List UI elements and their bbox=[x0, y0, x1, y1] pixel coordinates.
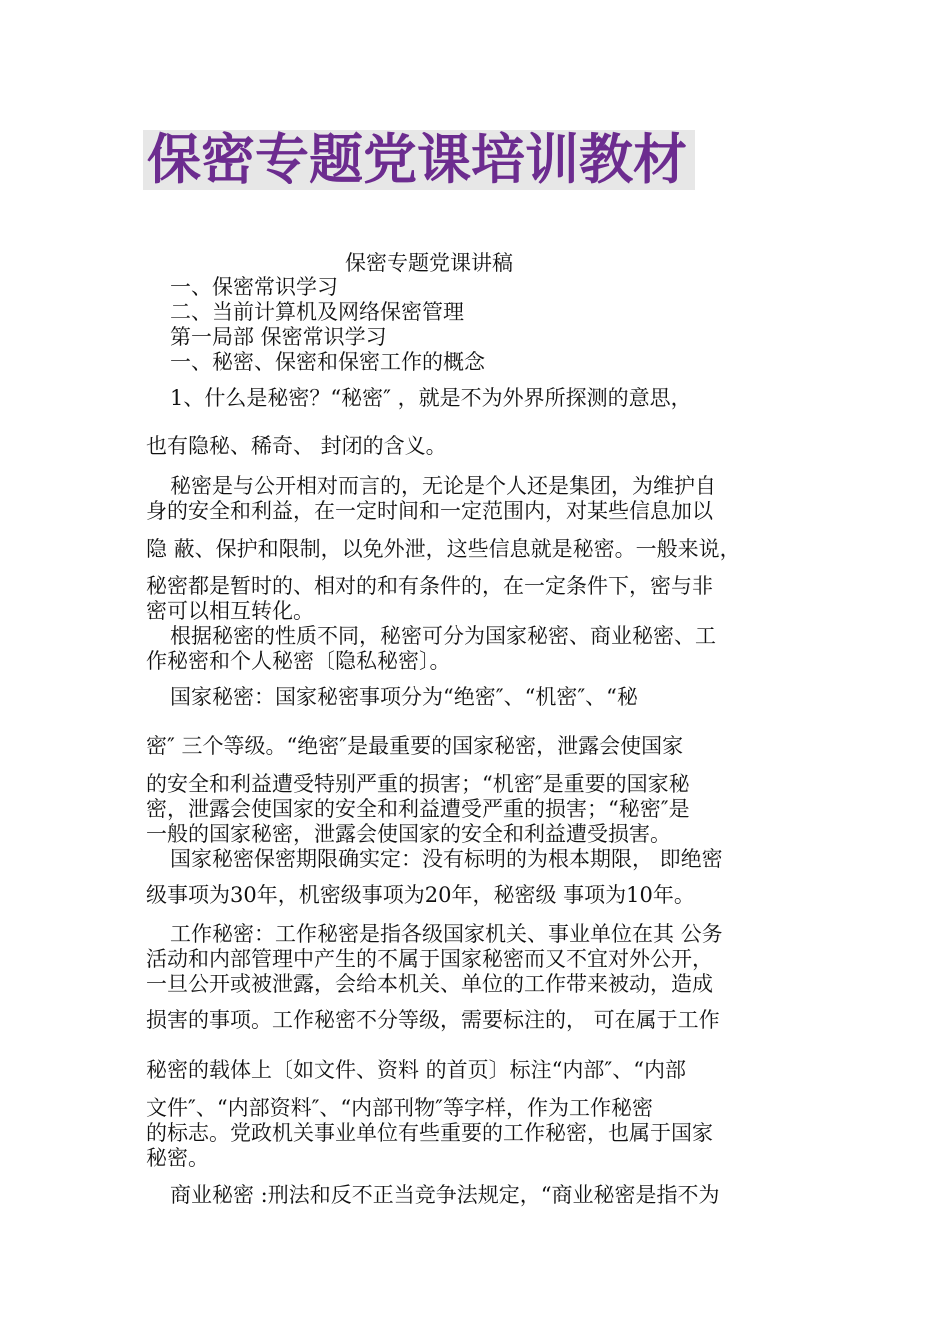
outline-item: 第一局部 保密常识学习 bbox=[170, 325, 387, 349]
body-line: 一般的国家秘密，泄露会使国家的安全和利益遭受损害。 bbox=[146, 822, 671, 846]
body-line: 身的安全和利益，在一定时间和一定范围内，对某些信息加以 bbox=[146, 499, 713, 523]
body-line: 级事项为30年，机密级事项为20年，秘密级 事项为10年。 bbox=[146, 883, 695, 907]
body-line: 密可以相互转化。 bbox=[146, 599, 314, 623]
body-line: 秘密的载体上〔如文件、资料 的首页〕标注“内部″、“内部 bbox=[146, 1058, 686, 1082]
body-line: 工作秘密：工作秘密是指各级国家机关、事业单位在其 公务 bbox=[170, 922, 723, 946]
body-line: 作秘密和个人秘密〔隐私秘密〕。 bbox=[146, 649, 451, 673]
body-line: 秘密是与公开相对而言的，无论是个人还是集团，为维护自 bbox=[170, 474, 716, 498]
outline-item: 二、当前计算机及网络保密管理 bbox=[170, 300, 464, 324]
body-line: 秘密。 bbox=[146, 1146, 209, 1170]
body-line: 商业秘密 :刑法和反不正当竞争法规定，“商业秘密是指不为 bbox=[170, 1183, 720, 1207]
body-line: 的标志。党政机关事业单位有些重要的工作秘密，也属于国家 bbox=[146, 1121, 713, 1145]
body-line: 国家秘密：国家秘密事项分为“绝密″、“机密″、“秘 bbox=[170, 685, 638, 709]
body-line: 活动和内部管理中产生的不属于国家秘密而又不宜对外公开， bbox=[146, 947, 713, 971]
body-line: 1、什么是秘密？“秘密″ ，就是不为外界所探测的意思， bbox=[170, 386, 692, 410]
document-title: 保密专题党课培训教材 bbox=[147, 128, 687, 191]
body-line: 文件″、“内部资料″、“内部刊物″等字样，作为工作秘密 bbox=[146, 1096, 654, 1120]
title-highlight bbox=[143, 130, 695, 190]
body-line: 密″ 三个等级。“绝密″是最重要的国家秘密，泄露会使国家 bbox=[146, 734, 684, 758]
body-line: 秘密都是暂时的、相对的和有条件的，在一定条件下，密与非 bbox=[146, 574, 713, 598]
body-line: 的安全和利益遭受特别严重的损害；“机密″是重要的国家秘 bbox=[146, 772, 690, 796]
body-line: 隐 蔽、保护和限制，以免外泄，这些信息就是秘密。一般来说， bbox=[146, 537, 741, 561]
outline-item: 一、保密常识学习 bbox=[170, 275, 338, 299]
body-line: 根据秘密的性质不同，秘密可分为国家秘密、商业秘密、工 bbox=[170, 624, 716, 648]
body-line: 损害的事项。工作秘密不分等级，需要标注的， 可在属于工作 bbox=[146, 1008, 720, 1032]
subtitle: 保密专题党课讲稿 bbox=[345, 251, 513, 275]
body-line: 一旦公开或被泄露，会给本机关、单位的工作带来被动，造成 bbox=[146, 972, 713, 996]
outline-item: 一、秘密、保密和保密工作的概念 bbox=[170, 350, 485, 374]
body-line: 也有隐秘、稀奇、 封闭的含义。 bbox=[146, 434, 447, 458]
body-line: 国家秘密保密期限确实定：没有标明的为根本期限， 即绝密 bbox=[170, 847, 723, 871]
body-line: 密，泄露会使国家的安全和利益遭受严重的损害；“秘密″是 bbox=[146, 797, 690, 821]
